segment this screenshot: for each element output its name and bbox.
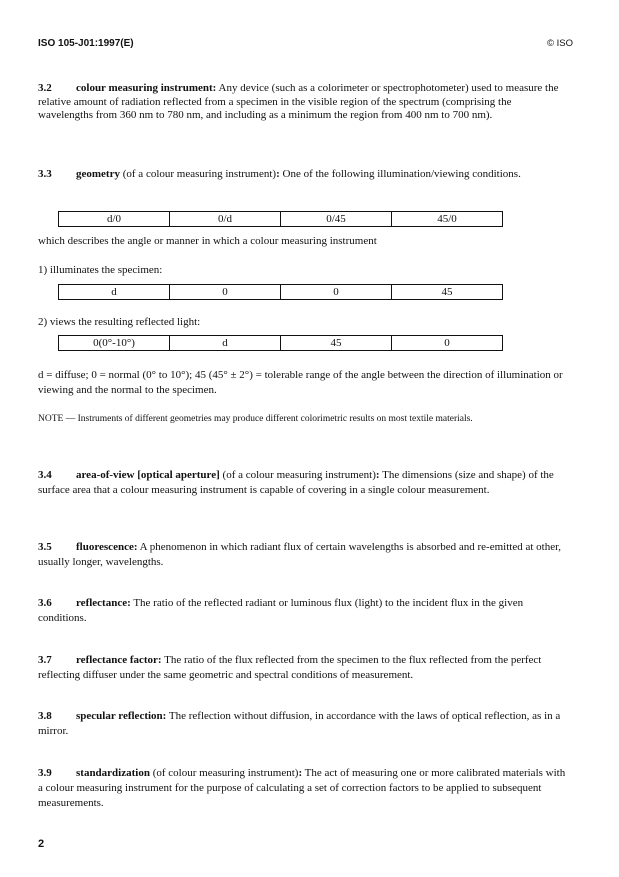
illumination-table bbox=[58, 284, 503, 300]
definition-3-5 bbox=[38, 540, 568, 570]
table-cell: d bbox=[170, 336, 281, 351]
table-cell: 0 bbox=[281, 285, 392, 300]
term-colon: : bbox=[298, 767, 303, 779]
definition-3-7 bbox=[38, 653, 568, 683]
note: NOTE — Instruments of different geometries may produce different colorimetric results on most textile materials. bbox=[38, 414, 473, 424]
definition-3-8 bbox=[38, 709, 568, 739]
definition-3-9 bbox=[38, 766, 568, 811]
views-label: 2) views the resulting reflected light: bbox=[38, 316, 201, 328]
clause-number: 3.7 bbox=[38, 654, 52, 666]
clause-number: 3.4 bbox=[38, 469, 52, 481]
clause-number: 3.8 bbox=[38, 710, 52, 722]
clause-number: 3.9 bbox=[38, 767, 52, 779]
definition-text: The reflection without diffusion, in accordance with the laws of optical reflection, as in a mirror. bbox=[38, 710, 561, 737]
term: fluorescence: bbox=[76, 541, 138, 553]
term: reflectance: bbox=[76, 597, 131, 609]
term-qualifier: (of a colour measuring instrument) bbox=[222, 469, 376, 481]
clause-number: 3.3 bbox=[38, 168, 52, 180]
table-description: which describes the angle or manner in which a colour measuring instrument bbox=[38, 235, 377, 247]
definition-3-3 bbox=[38, 168, 568, 182]
definition-text: The act of measuring one or more calibrated materials with a colour measuring instrument for the purpose of calculating a set of correction factors to be applied to subsequent measurements. bbox=[38, 767, 566, 809]
definition-text: The dimensions (size and shape) of the surface area that a colour measuring instrument is capable of covering in a single colour measurement. bbox=[38, 469, 554, 496]
table-cell: d bbox=[59, 285, 170, 300]
term: colour measuring instrument: bbox=[76, 82, 217, 94]
table-cell: 45 bbox=[281, 336, 392, 351]
definition-text: One of the following illumination/viewing conditions. bbox=[282, 168, 521, 180]
copyright-mark: © ISO bbox=[546, 38, 573, 49]
geometry-legend: d = diffuse; 0 = normal (0° to 10°); 45 (45° ± 2°) = tolerable range of the angle between the direction of illumination or viewing and the normal to the specimen. bbox=[38, 369, 563, 396]
table-cell: 0 bbox=[392, 336, 503, 351]
table-cell: 0/45 bbox=[281, 212, 392, 227]
document-id: ISO 105-J01:1997(E) bbox=[38, 38, 134, 49]
geometry-table bbox=[58, 211, 503, 227]
term: specular reflection: bbox=[76, 710, 167, 722]
page-number: 2 bbox=[38, 838, 45, 850]
term-colon: : bbox=[276, 168, 280, 180]
definition-3-2 bbox=[38, 82, 568, 123]
definition-3-4 bbox=[38, 468, 568, 498]
term: area-of-view [optical aperture] bbox=[76, 469, 220, 481]
term-colon: : bbox=[375, 469, 380, 481]
definition-text: The ratio of the reflected radiant or luminous flux (light) to the incident flux in the given conditions. bbox=[38, 597, 524, 624]
definition-3-6 bbox=[38, 596, 568, 626]
table-cell: 0/d bbox=[170, 212, 281, 227]
viewing-table bbox=[58, 335, 503, 351]
term: standardization bbox=[76, 767, 150, 779]
table-cell: 45 bbox=[392, 285, 503, 300]
table-cell: d/0 bbox=[59, 212, 170, 227]
definition-text: A phenomenon in which radiant flux of certain wavelengths is absorbed and re-emitted at other, usually longer, wavelengths. bbox=[38, 541, 562, 568]
term-qualifier: (of colour measuring instrument) bbox=[152, 767, 299, 779]
clause-number: 3.5 bbox=[38, 541, 52, 553]
clause-number: 3.6 bbox=[38, 597, 52, 609]
table-cell: 0 bbox=[170, 285, 281, 300]
term: geometry bbox=[76, 168, 120, 180]
definition-text: The ratio of the flux reflected from the specimen to the flux reflected from the perfect reflecting diffuser under the same geometric and spectral conditions of measurement. bbox=[38, 654, 542, 681]
term-qualifier: (of a colour measuring instrument) bbox=[122, 168, 277, 180]
term: reflectance factor: bbox=[76, 654, 162, 666]
definition-text: Any device (such as a colorimeter or spectrophotometer) used to measure the relative amount of radiation reflected from a specimen in the visible region of the spectrum (comprising the wavelengths from 360 nm to 780 nm, and including as a minimum the region from 400 nm to 700 nm). bbox=[38, 82, 559, 121]
clause-number: 3.2 bbox=[38, 82, 52, 94]
table-cell: 0(0°-10°) bbox=[59, 336, 170, 351]
illuminates-label: 1) illuminates the specimen: bbox=[38, 264, 163, 276]
table-cell: 45/0 bbox=[392, 212, 503, 227]
